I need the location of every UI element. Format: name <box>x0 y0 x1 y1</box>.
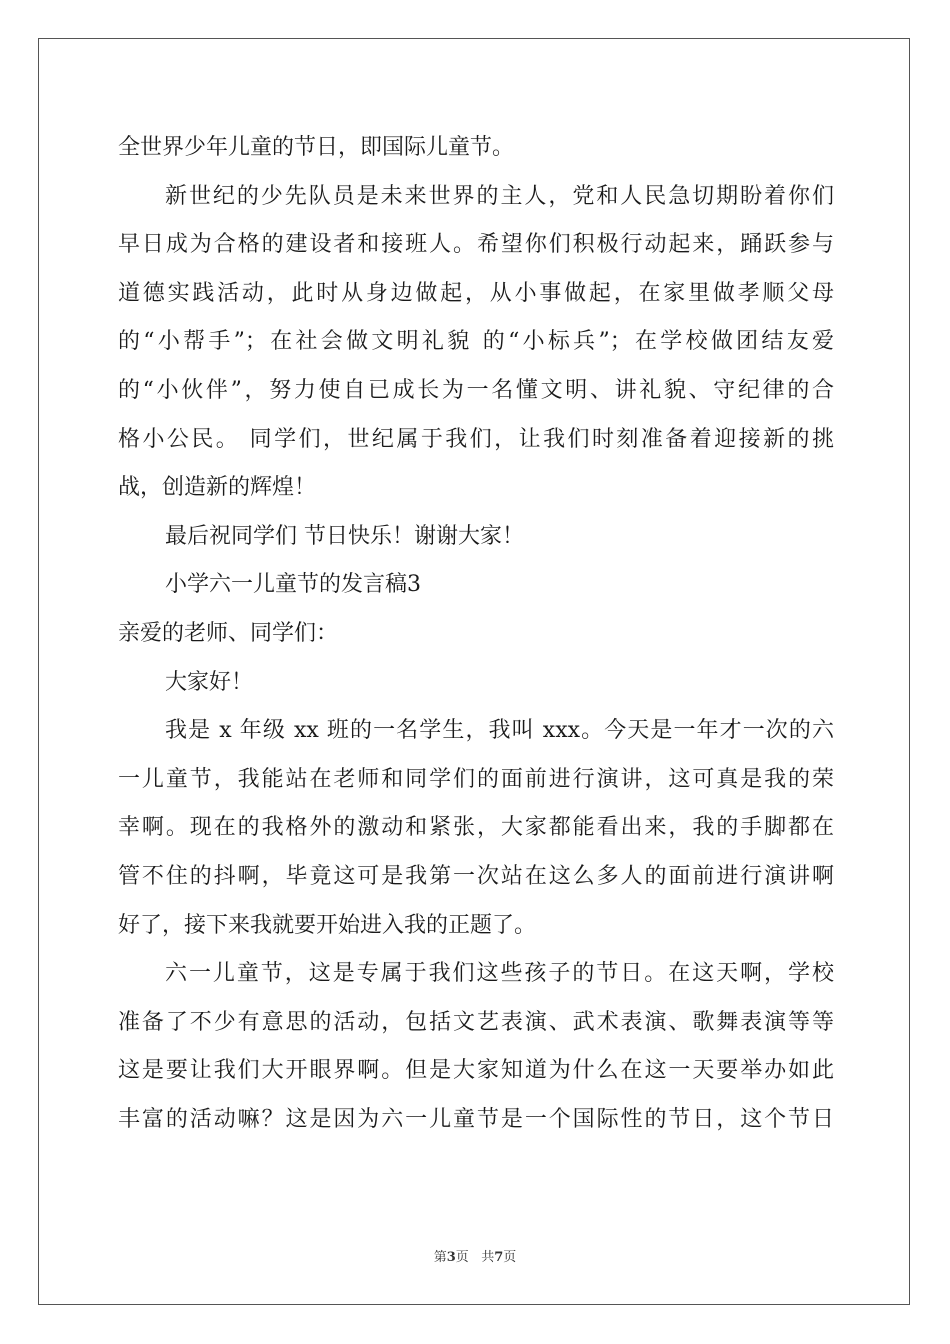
page-number: 3 <box>446 1250 456 1265</box>
paragraph-line: 最后祝同学们 节日快乐！谢谢大家！ <box>165 523 524 549</box>
paragraph-line: 新世纪的少先队员是未来世界的主人，党和人民急切期盼着你们 <box>165 183 834 209</box>
paragraph-line: 早日成为合格的建设者和接班人。希望你们积极行动起来，踊跃参与 <box>118 232 834 258</box>
paragraph-line: 这是要让我们大开眼界啊。但是大家知道为什么在这一天要举办如此 <box>118 1058 834 1084</box>
paragraph-line: 六一儿童节，这是专属于我们这些孩子的节日。在这天啊，学校 <box>165 961 834 987</box>
section-title: 小学六一儿童节的发言稿3 <box>165 572 421 598</box>
paragraph-line: 的“小帮手”；在社会做文明礼貌 的“小标兵”；在学校做团结友爱 <box>118 329 834 355</box>
paragraph-line: 我是 x 年级 xx 班的一名学生，我叫 xxx。今天是一年才一次的六 <box>165 718 834 744</box>
greeting: 大家好！ <box>165 669 254 695</box>
paragraph-line: 格小公民。 同学们，世纪属于我们，让我们时刻准备着迎接新的挑 <box>118 426 834 452</box>
paragraph-line: 道德实践活动，此时从身边做起，从小事做起，在家里做孝顺父母 <box>118 280 834 306</box>
paragraph-line: 的“小伙伴”，努力使自已成长为一名懂文明、讲礼貌、守纪律的合 <box>118 377 834 403</box>
paragraph-line: 一儿童节，我能站在老师和同学们的面前进行演讲，这可真是我的荣 <box>118 766 834 792</box>
paragraph-line: 全世界少年儿童的节日，即国际儿童节。 <box>118 135 515 160</box>
total-suffix: 页 <box>503 1250 517 1265</box>
paragraph-line: 好了，接下来我就要开始进入我的正题了。 <box>118 912 537 938</box>
paragraph-line: 管不住的抖啊，毕竟这可是我第一次站在这么多人的面前进行演讲啊 <box>118 863 834 889</box>
document-body <box>118 128 834 1148</box>
paragraph-line: 丰富的活动嘛？这是因为六一儿童节是一个国际性的节日，这个节日 <box>118 1106 834 1132</box>
total-pages: 7 <box>494 1250 504 1265</box>
salutation: 亲爱的老师、同学们： <box>118 620 339 646</box>
paragraph-line: 准备了不少有意思的活动，包括文艺表演、武术表演、歌舞表演等等 <box>118 1009 834 1035</box>
page-prefix: 第 <box>433 1250 447 1265</box>
paragraph-line: 战，创造新的辉煌！ <box>118 475 317 501</box>
paragraph-line: 幸啊。现在的我格外的激动和紧张，大家都能看出来，我的手脚都在 <box>118 815 834 841</box>
total-prefix: 共 <box>481 1250 495 1265</box>
page-footer <box>0 1246 950 1265</box>
page-suffix: 页 <box>455 1250 469 1265</box>
